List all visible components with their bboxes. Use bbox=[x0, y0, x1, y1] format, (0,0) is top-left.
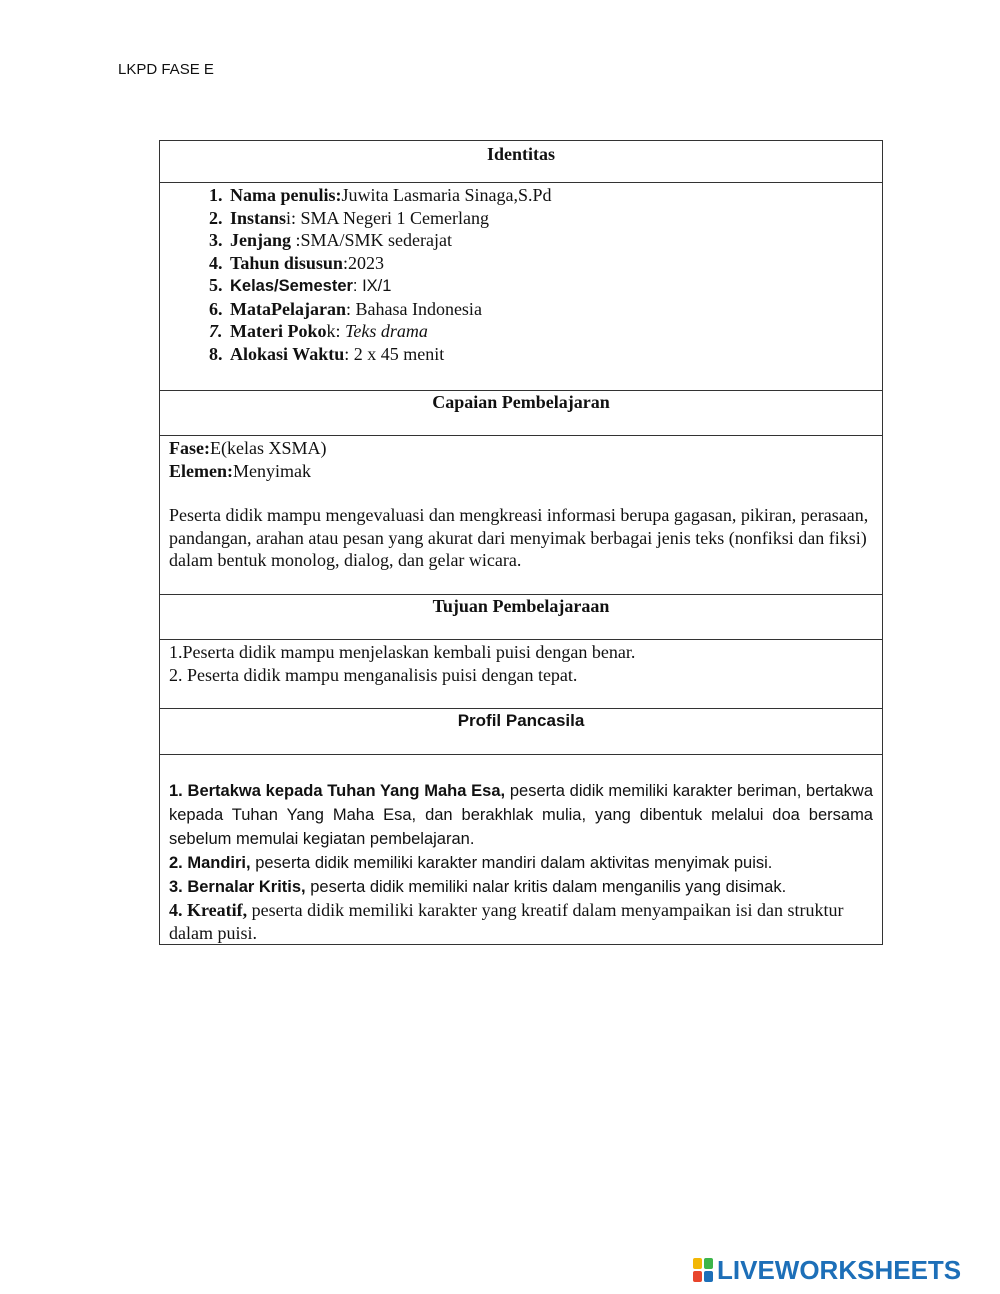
tujuan-heading: Tujuan Pembelajaraan bbox=[160, 595, 883, 640]
tujuan-item: 2. Peserta didik mampu menganalisis puisi dengan tepat. bbox=[169, 664, 578, 685]
profil-heading: Profil Pancasila bbox=[160, 709, 883, 755]
tujuan-body bbox=[160, 640, 883, 709]
liveworksheets-text: LIVEWORKSHEETS bbox=[717, 1255, 962, 1285]
identitas-body bbox=[160, 183, 883, 391]
identitas-item: 5. Kelas/Semester: IX/1 bbox=[227, 274, 873, 298]
identitas-item: 2. Instansi: SMA Negeri 1 Cemerlang bbox=[227, 207, 873, 230]
liveworksheets-icon bbox=[693, 1258, 713, 1282]
profil-item: 4. Kreatif, peserta didik memiliki karakter yang kreatif dalam menyampaikan isi dan struktur dalam puisi. bbox=[169, 900, 844, 943]
identitas-item: 7. Materi Pokok: Teks drama bbox=[227, 320, 873, 343]
identity-table bbox=[159, 140, 883, 945]
tujuan-item: 1.Peserta didik mampu menjelaskan kembali puisi dengan benar. bbox=[169, 642, 636, 662]
identitas-item: 3. Jenjang :SMA/SMK sederajat bbox=[227, 229, 873, 252]
identitas-list bbox=[169, 184, 873, 365]
profil-item: 3. Bernalar Kritis, peserta didik memiliki nalar kritis dalam menganilis yang disimak. bbox=[169, 878, 787, 896]
profil-body bbox=[160, 755, 883, 945]
capaian-paragraph: Peserta didik mampu mengevaluasi dan mengkreasi informasi berupa gagasan, pikiran, perasaan, pandangan, arahan atau pesan yang akurat dari menyimak berbagai jenis teks (nonfiksi dan fiksi) dalam bentuk monolog, dialog, dan gelar wicara. bbox=[169, 505, 869, 570]
capaian-body bbox=[160, 436, 883, 595]
identitas-item: 8. Alokasi Waktu: 2 x 45 menit bbox=[227, 343, 873, 366]
identitas-item: 4. Tahun disusun:2023 bbox=[227, 252, 873, 275]
identitas-heading: Identitas bbox=[160, 141, 883, 183]
profil-item: 1. Bertakwa kepada Tuhan Yang Maha Esa, peserta didik memiliki karakter beriman, bertakwa kepada Tuhan Yang Maha Esa, dan berakhlak mulia, yang dibentuk melalui doa bersama sebelum memulai kegiatan pembelajaran. bbox=[169, 782, 873, 848]
capaian-heading: Capaian Pembelajaran bbox=[160, 391, 883, 436]
liveworksheets-logo bbox=[693, 1255, 961, 1285]
page-header: LKPD FASE E bbox=[118, 61, 214, 78]
fase-line: Fase:E(kelas XSMA) bbox=[169, 438, 327, 458]
profil-item: 2. Mandiri, peserta didik memiliki karakter mandiri dalam aktivitas menyimak puisi. bbox=[169, 854, 773, 872]
identitas-item: 1. Nama penulis:Juwita Lasmaria Sinaga,S.Pd bbox=[227, 184, 873, 207]
elemen-line: Elemen:Menyimak bbox=[169, 460, 311, 481]
identitas-item: 6. MataPelajaran: Bahasa Indonesia bbox=[227, 298, 873, 321]
